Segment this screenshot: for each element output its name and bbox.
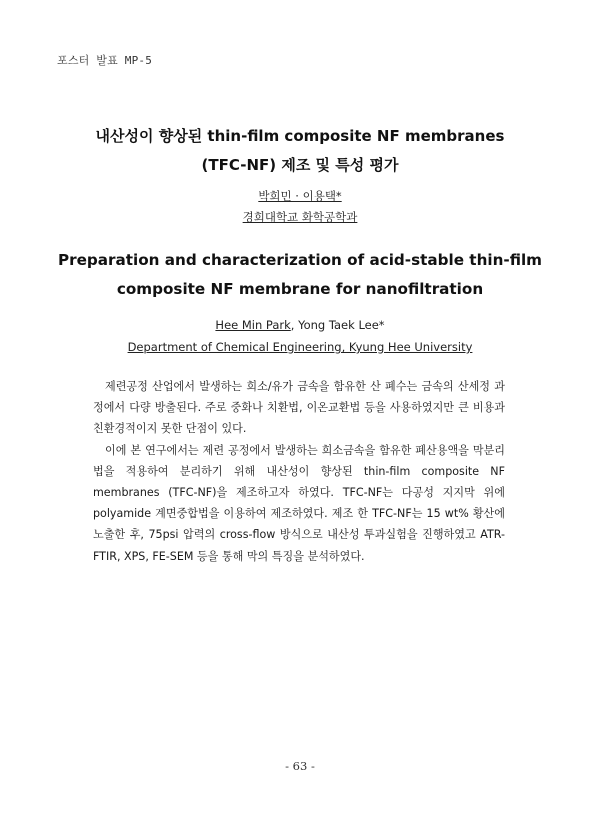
abstract-paragraph-1: 제련공정 산업에서 발생하는 희소/유가 금속을 함유한 산 폐수는 금속의 산세정 과정에서 다량 방출된다. 주로 중화나 치환법, 이온교환법 등을 사용하였지만 큰 비용과 친환경적이지 못한 단점이 있다.: [93, 380, 505, 436]
english-title-line-1: Preparation and characterization of acid-stable thin-film: [57, 251, 542, 269]
english-authors-line: [40, 314, 560, 336]
english-title-line-2: composite NF membrane for nanofiltration: [116, 280, 484, 298]
korean-affiliation-line: [40, 207, 560, 228]
korean-authors: 박희민 · 이용택*: [258, 189, 342, 203]
english-author-block: [40, 314, 560, 358]
abstract-body: [93, 376, 505, 567]
session-label: 포스터 발표 MP-5: [57, 54, 153, 67]
korean-title: [40, 122, 560, 180]
english-affiliation-line: [40, 336, 560, 358]
korean-title-line-1: 내산성이 향상된 thin-film composite NF membranes: [95, 127, 505, 145]
english-author-1: Hee Min Park: [215, 318, 291, 332]
english-author-separator: ,: [290, 318, 299, 332]
korean-author-block: [40, 186, 560, 228]
korean-authors-line: [40, 186, 560, 207]
korean-affiliation: 경희대학교 화학공학과: [242, 210, 358, 224]
english-author-2: Yong Taek Lee*: [298, 318, 385, 332]
page-number: - 63 -: [285, 759, 315, 773]
abstract-paragraph-2: 이에 본 연구에서는 제련 공정에서 발생하는 희소금속을 함유한 폐산용액을 막분리법을 적용하여 분리하기 위해 내산성이 향상된 thin-film composite NF membranes (TFC-NF)을 제조하고자 하였다. TFC-NF는 다공성 지지막 위에 polyamide 계면중합법을 이용하여 제조하였다. 제조 한 TFC-NF는 15 wt% 황산에 노출한 후, 75psi 압력의 cross-flow 방식으로 내산성 투과실험을 진행하였고 ATR-FTIR, XPS, FE-SEM 등을 통해 막의 특징을 분석하였다.: [93, 443, 505, 563]
english-title: [30, 246, 570, 304]
english-affiliation: Department of Chemical Engineering, Kyung Hee University: [127, 340, 473, 354]
korean-title-line-2: (TFC-NF) 제조 및 특성 평가: [201, 156, 399, 174]
